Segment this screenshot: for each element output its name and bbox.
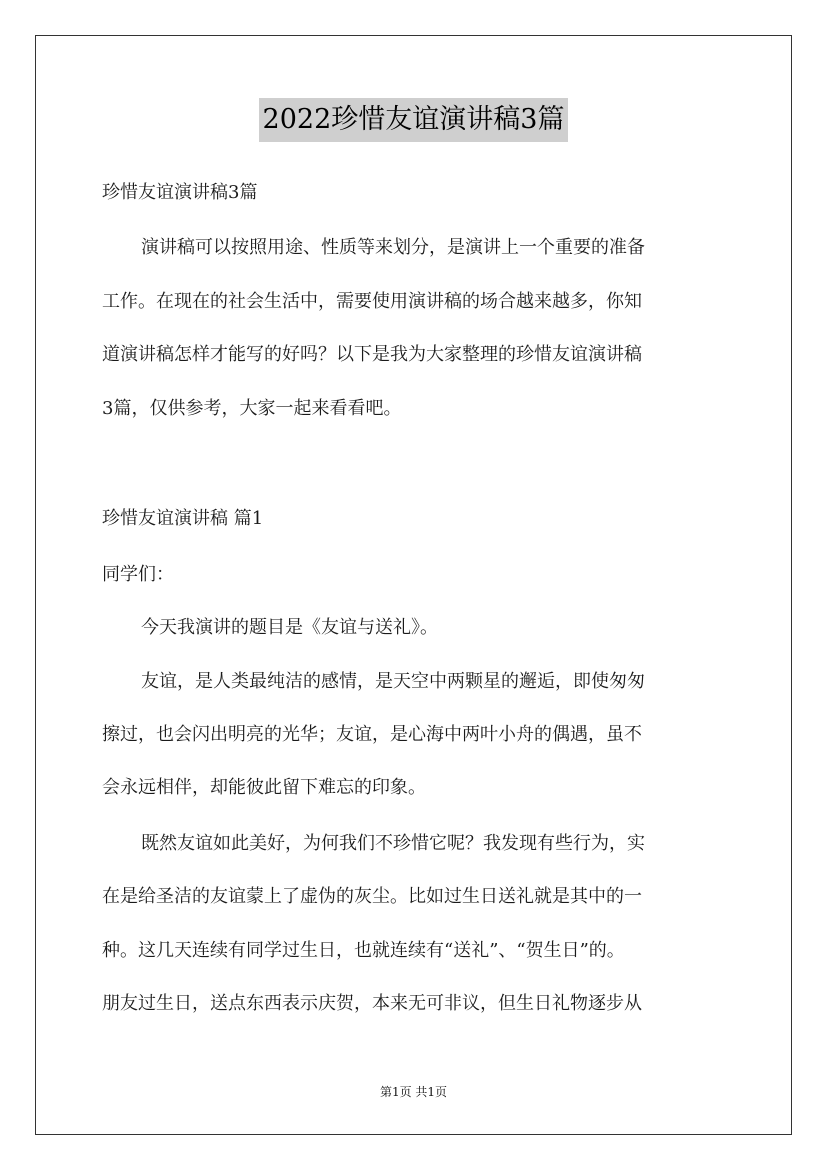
intro-line: 演讲稿可以按照用途、性质等来划分，是演讲上一个重要的准备 (141, 237, 645, 258)
intro-line: 道演讲稿怎样才能写的好吗？以下是我为大家整理的珍惜友谊演讲稿 (102, 344, 642, 365)
paragraph-line: 既然友谊如此美好，为何我们不珍惜它呢？我发现有些行为，实 (141, 833, 645, 854)
greeting: 同学们： (102, 564, 174, 585)
paragraph-line: 今天我演讲的题目是《友谊与送礼》。 (141, 617, 438, 638)
paragraph-line: 擦过，也会闪出明亮的光华；友谊，是心海中两叶小舟的偶遇，虽不 (102, 724, 642, 745)
page-footer: 第1页 共1页 (379, 1085, 448, 1099)
section-heading: 珍惜友谊演讲稿 篇1 (102, 508, 264, 529)
paragraph-line: 在是给圣洁的友谊蒙上了虚伪的灰尘。比如过生日送礼就是其中的一 (102, 886, 642, 907)
intro-line: 3篇，仅供参考，大家一起来看看吧。 (102, 398, 402, 419)
paragraph-line: 种。这几天连续有同学过生日，也就连续有“送礼”、“贺生日”的。 (102, 940, 625, 961)
subtitle: 珍惜友谊演讲稿3篇 (102, 182, 258, 203)
paragraph-line: 友谊，是人类最纯洁的感情，是天空中两颗星的邂逅，即使匆匆 (141, 671, 645, 692)
paragraph-line: 朋友过生日，送点东西表示庆贺，本来无可非议，但生日礼物逐步从 (102, 993, 642, 1014)
document-title (0, 98, 827, 142)
intro-line: 工作。在现在的社会生活中，需要使用演讲稿的场合越来越多，你知 (102, 291, 642, 312)
document-title-text: 2022珍惜友谊演讲稿3篇 (259, 98, 569, 142)
paragraph-line: 会永远相伴，却能彼此留下难忘的印象。 (102, 777, 426, 798)
